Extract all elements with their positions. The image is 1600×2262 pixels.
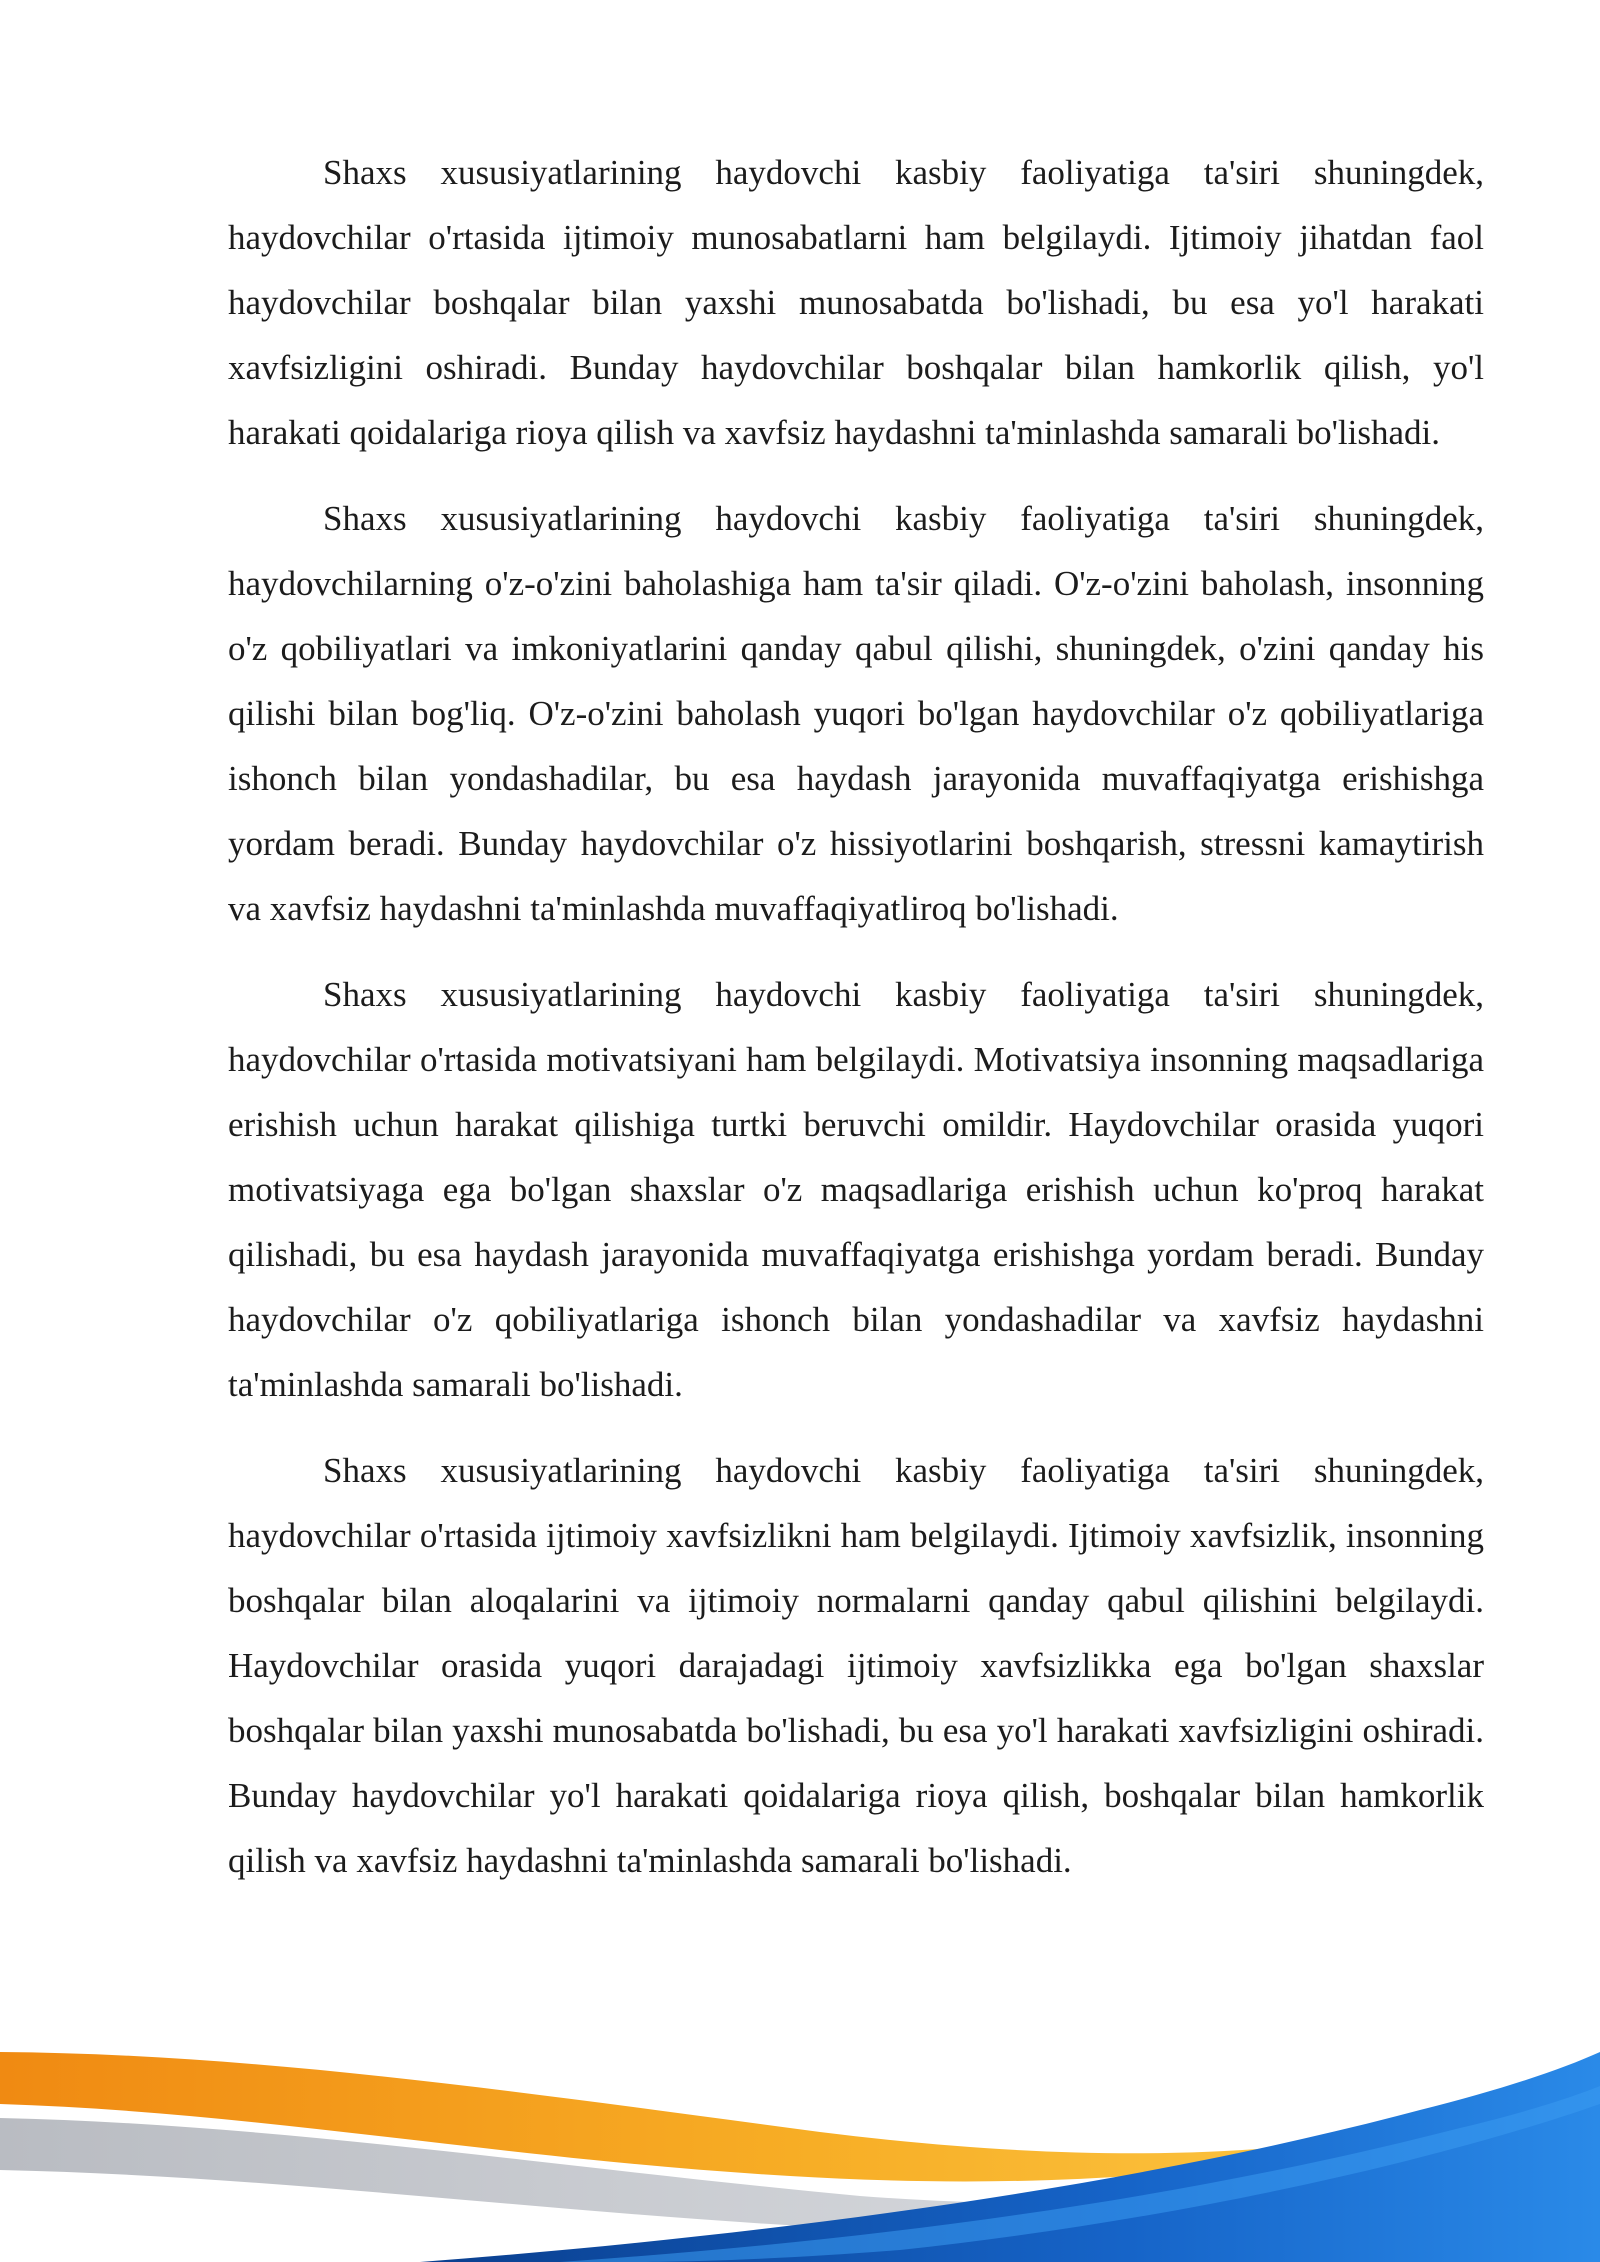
paragraph-2: Shaxs xususiyatlarining haydovchi kasbiy faoliyatiga ta'siri shuningdek, haydovchilarning o'z-o'zini baholashiga ham ta'sir qiladi. O'z-o'zini baholash, insonning o'z qobiliyatlari va imkoniyatlarini qanday qabul qilishi, shuningdek, o'zini qanday his qilishi bilan bog'liq. O'z-o'zini baholash yuqori bo'lgan haydovchilar o'z qobiliyatlariga ishonch bilan yondashadilar, bu esa haydash jarayonida muvaffaqiyatga erishishga yordam beradi. Bunday haydovchilar o'z hissiyotlarini boshqarish, stressni kamaytirish va xavfsiz haydashni ta'minlashda muvaffaqiyatliroq bo'lishadi.: [228, 499, 1484, 928]
footer-swoosh-decoration: [0, 2000, 1600, 2262]
paragraph-3: Shaxs xususiyatlarining haydovchi kasbiy faoliyatiga ta'siri shuningdek, haydovchilar o'rtasida motivatsiyani ham belgilaydi. Motivatsiya insonning maqsadlariga erishish uchun harakat qilishiga turtki beruvchi omildir. Haydovchilar orasida yuqori motivatsiyaga ega bo'lgan shaxslar o'z maqsadlariga erishish uchun ko'proq harakat qilishadi, bu esa haydash jarayonida muvaffaqiyatga erishishga yordam beradi. Bunday haydovchilar o'z qobiliyatlariga ishonch bilan yondashadilar va xavfsiz haydashni ta'minlashda samarali bo'lishadi.: [228, 975, 1484, 1404]
paragraph-4: Shaxs xususiyatlarining haydovchi kasbiy faoliyatiga ta'siri shuningdek, haydovchilar o'rtasida ijtimoiy xavfsizlikni ham belgilaydi. Ijtimoiy xavfsizlik, insonning boshqalar bilan aloqalarini va ijtimoiy normalarni qanday qabul qilishini belgilaydi. Haydovchilar orasida yuqori darajadagi ijtimoiy xavfsizlikka ega bo'lgan shaxslar boshqalar bilan yaxshi munosabatda bo'lishadi, bu esa yo'l harakati xavfsizligini oshiradi. Bunday haydovchilar yo'l harakati qoidalariga rioya qilish, boshqalar bilan hamkorlik qilish va xavfsiz haydashni ta'minlashda samarali bo'lishadi.: [228, 1451, 1484, 1880]
document-body: [228, 140, 1484, 1914]
paragraph-1: Shaxs xususiyatlarining haydovchi kasbiy faoliyatiga ta'siri shuningdek, haydovchilar o'rtasida ijtimoiy munosabatlarni ham belgilaydi. Ijtimoiy jihatdan faol haydovchilar boshqalar bilan yaxshi munosabatda bo'lishadi, bu esa yo'l harakati xavfsizligini oshiradi. Bunday haydovchilar boshqalar bilan hamkorlik qilish, yo'l harakati qoidalariga rioya qilish va xavfsiz haydashni ta'minlashda samarali bo'lishadi.: [228, 153, 1484, 452]
